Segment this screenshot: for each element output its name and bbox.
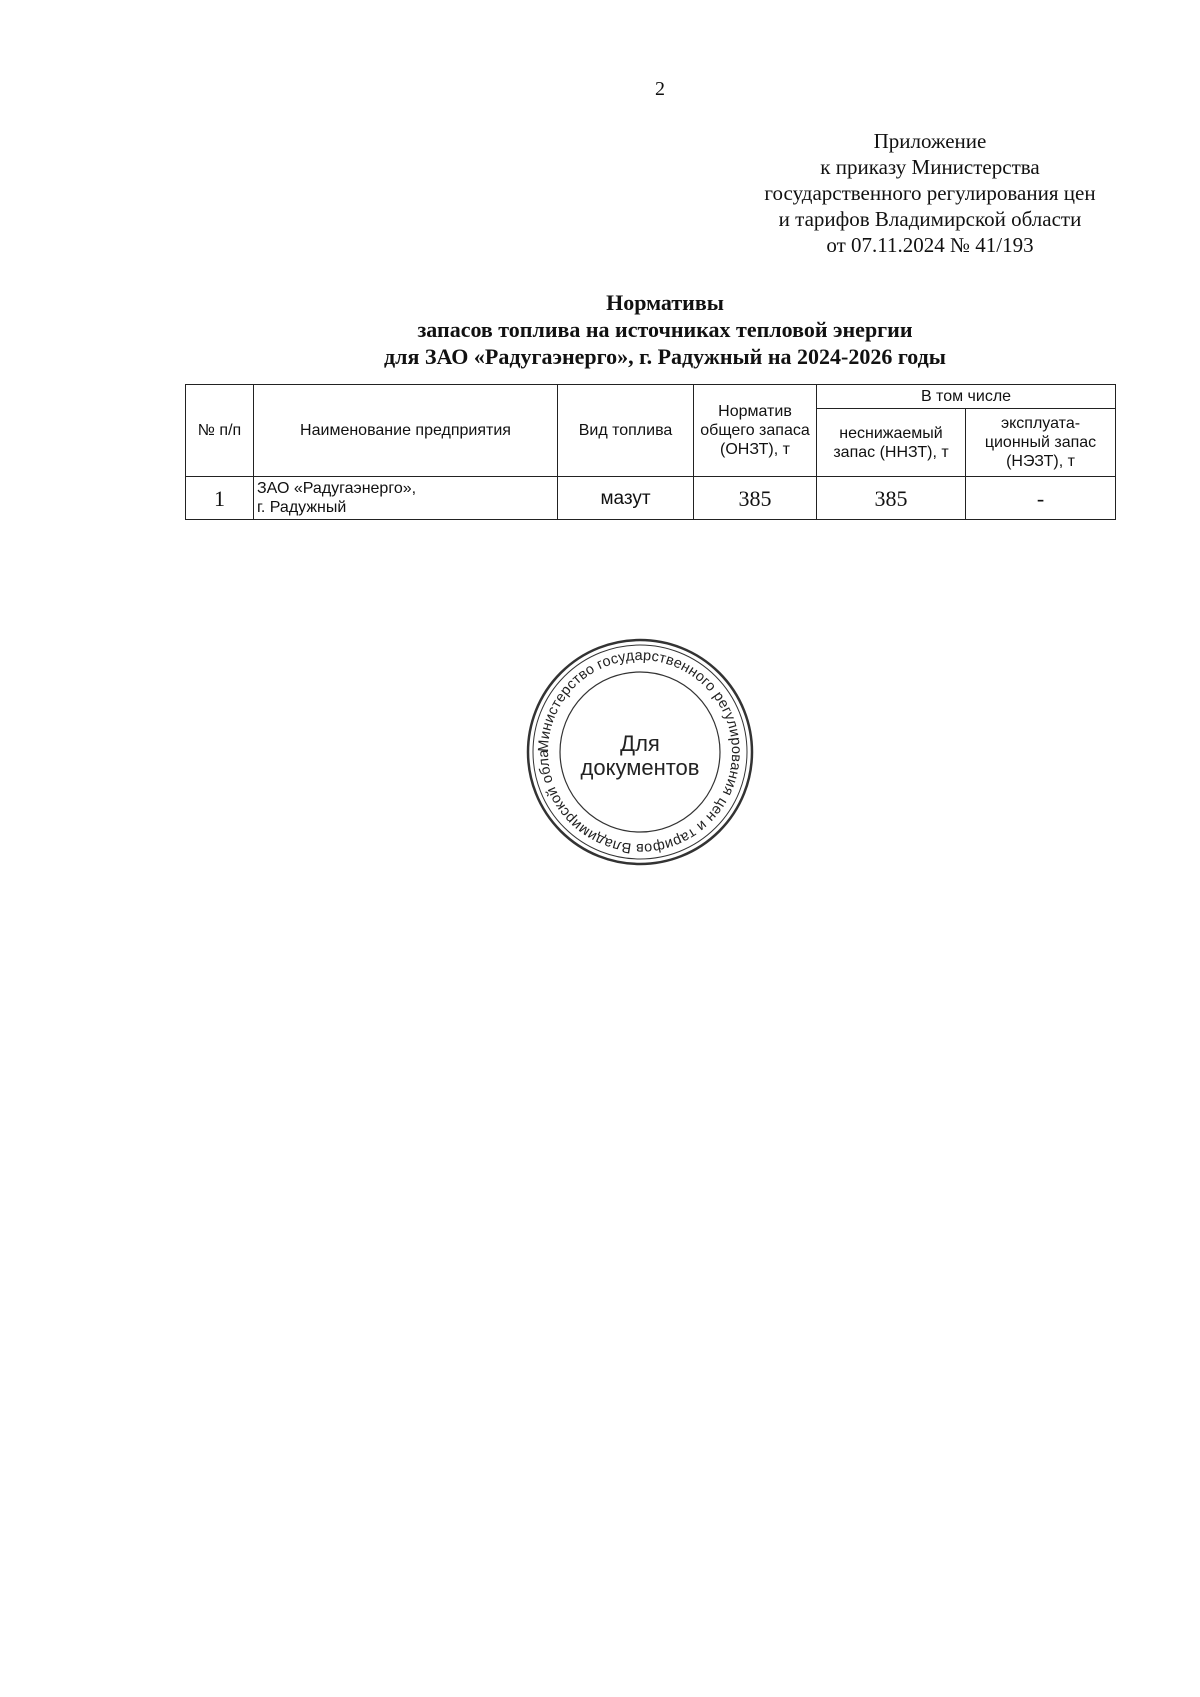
enterprise-name-line: ЗАО «Радугаэнерго», [257, 480, 417, 497]
row-enterprise-name [254, 477, 558, 520]
official-stamp [520, 632, 760, 872]
appendix-line: к приказу Министерства [820, 155, 1040, 179]
header-nnzt: неснижаемый запас (ННЗТ), т [817, 409, 966, 477]
title-line: запасов топлива на источниках тепловой энергии [417, 317, 913, 342]
page-number: 2 [655, 78, 665, 100]
row-nezt: - [966, 477, 1116, 520]
row-nnzt: 385 [817, 477, 966, 520]
header-fuel-type: Вид топлива [558, 385, 694, 477]
stamp-center-line: документов [580, 755, 700, 780]
stamp-center-text [520, 732, 760, 780]
stamp-ring-text: Министерство государственного регулирования цен и тарифов Владимирской обла [535, 647, 745, 857]
document-title [180, 289, 1150, 370]
appendix-line: от 07.11.2024 № 41/193 [826, 233, 1034, 257]
appendix-line: и тарифов Владимирской области [778, 207, 1082, 231]
row-number: 1 [186, 477, 254, 520]
row-total-reserve: 385 [694, 477, 817, 520]
title-line: для ЗАО «Радугаэнерго», г. Радужный на 2024-2026 годы [384, 344, 946, 369]
header-including: В том числе [817, 385, 1116, 409]
header-enterprise-name: Наименование предприятия [254, 385, 558, 477]
appendix-line: Приложение [873, 129, 987, 153]
header-nezt: эксплуата-ционный запас (НЭЗТ), т [966, 409, 1116, 477]
header-number: № п/п [186, 385, 254, 477]
row-fuel-type: мазут [558, 477, 694, 520]
enterprise-city-line: г. Радужный [257, 499, 347, 516]
title-line: Нормативы [606, 290, 724, 315]
appendix-block [740, 128, 1120, 258]
norms-table [185, 384, 1116, 520]
table-row [186, 477, 1116, 520]
stamp-center-line: Для [620, 731, 660, 756]
header-total-reserve: Норматив общего запаса (ОНЗТ), т [694, 385, 817, 477]
appendix-line: государственного регулирования цен [764, 181, 1096, 205]
